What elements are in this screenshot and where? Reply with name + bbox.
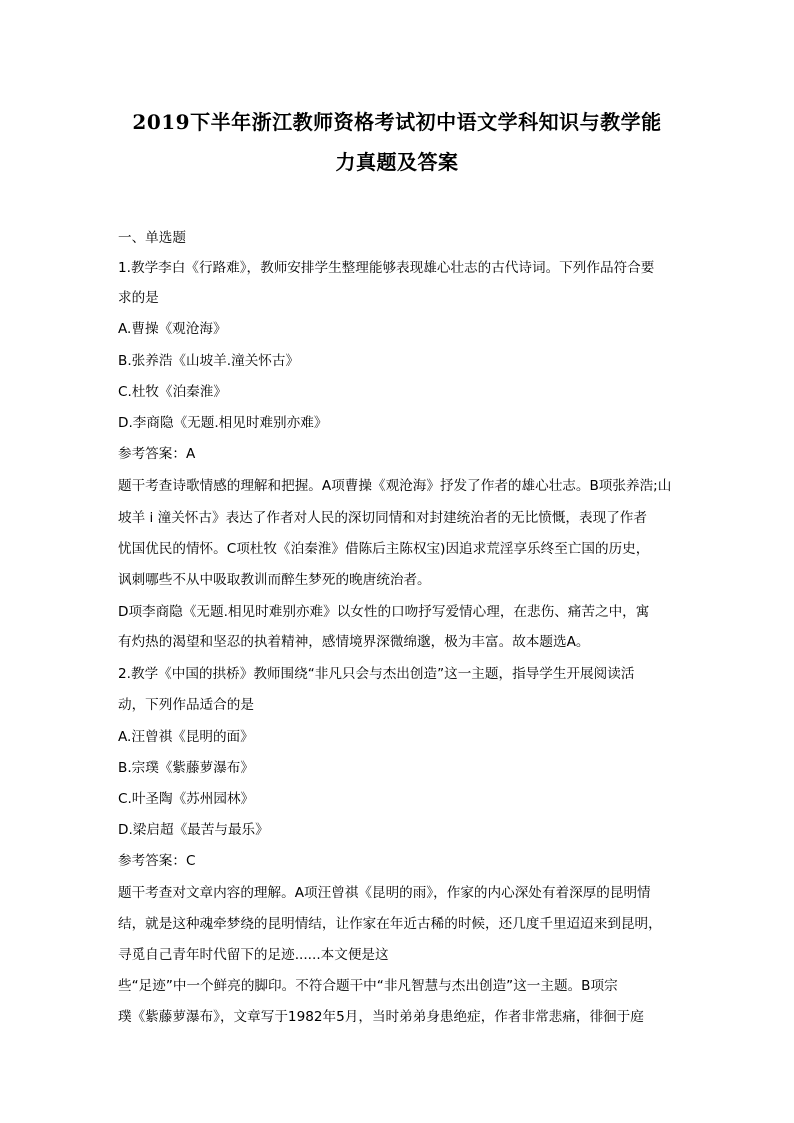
text-line: 坡羊 i 潼关怀古》表达了作者对人民的深切同情和对封建统治者的无比愤慨，表现了作者 <box>118 510 647 526</box>
text-line: 2.教学《中国的拱桥》教师围绕“非凡只会与杰出创造”这一主题，指导学生开展阅读活 <box>118 666 635 682</box>
text-line: D.梁启超《最苦与最乐》 <box>118 822 269 838</box>
text-line: 讽刺哪些不从中吸取教训而醉生梦死的晚唐统治者。 <box>118 572 431 588</box>
text-line: 题干考查对文章内容的理解。A项汪曾祺《昆明的雨》，作家的内心深处有着深厚的昆明情 <box>118 885 651 901</box>
text-line: D项李商隐《无题.相见时难别亦难》以女性的口吻抒写爱情心理，在悲伤、痛苦之中，寓 <box>118 604 650 620</box>
text-line: B.宗璞《紫藤萝瀑布》 <box>118 760 254 776</box>
text-line: A.曹操《观沧海》 <box>118 321 227 337</box>
text-line: 璞《紫藤萝瀑布》，文章写于1982年5月，当时弟弟身患绝症，作者非常悲痛，徘徊于庭 <box>118 1009 644 1025</box>
text-line: C.叶圣陶《苏州园林》 <box>118 791 255 807</box>
text-line: A.汪曾祺《昆明的面》 <box>118 729 254 745</box>
document-title-line-2: 力真题及答案 <box>335 150 459 174</box>
text-line: 动，下列作品适合的是 <box>118 697 254 713</box>
text-line: C.杜牧《泊秦淮》 <box>118 384 227 400</box>
text-line: B.张养浩《山坡羊.潼关怀古》 <box>118 353 300 369</box>
text-line: 求的是 <box>118 290 159 306</box>
text-line: 忧国优民的情怀。C项杜牧《泊秦淮》借陈后主陈权宝)因追求荒淫享乐终至亡国的历史， <box>118 541 650 557</box>
text-line: 一、单选题 <box>118 230 186 246</box>
text-line: 寻觅自己青年时代留下的足迹......本文便是这 <box>118 947 389 963</box>
text-line: 结，就是这种魂牵梦绕的昆明情结，让作家在年近古稀的时候，还几度千里迢迢来到昆明， <box>118 916 662 932</box>
text-line: 参考答案：A <box>118 446 196 462</box>
text-line: 1.教学李白《行路难》，教师安排学生整理能够表现雄心壮志的古代诗词。下列作品符合要 <box>118 260 655 276</box>
text-line: 有灼热的渴望和坚忍的执着精神，感情境界深微绵邈，极为丰富。故本题选A。 <box>118 634 590 650</box>
document-title-line-1: 2019下半年浙江教师资格考试初中语文学科知识与教学能 <box>132 110 662 134</box>
text-line: 些“足迹”中一个鲜亮的脚印。不符合题干中“非凡智慧与杰出创造”这一主题。B项宗 <box>118 978 618 994</box>
text-line: 题干考查诗歌情感的理解和把握。A项曹操《观沧海》抒发了作者的雄心壮志。B项张养浩;山 <box>118 478 672 494</box>
text-line: D.李商隐《无题.相见时难别亦难》 <box>118 415 328 431</box>
text-line: 参考答案：C <box>118 853 196 869</box>
